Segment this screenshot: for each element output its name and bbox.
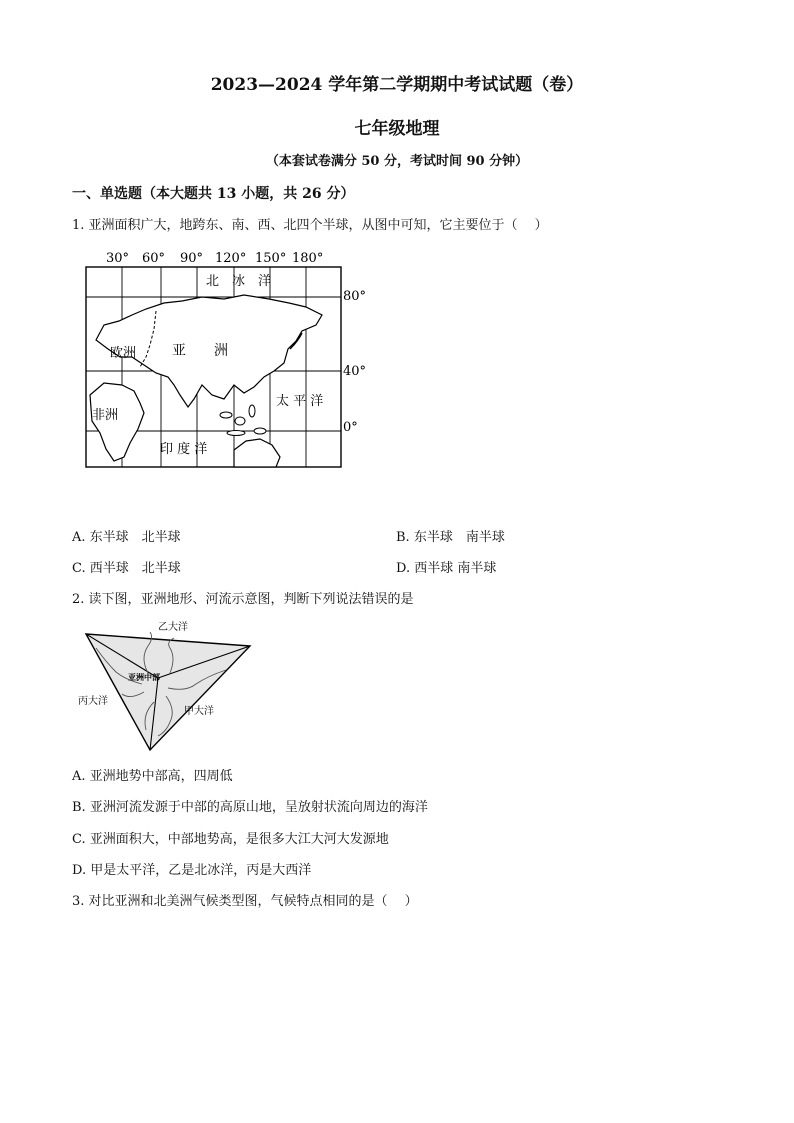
lat-label-40: 40° [343,364,367,379]
lon-label-90: 90° [180,251,204,266]
question-2-stem: 2. 读下图，亚洲地形、河流示意图，判断下列说法错误的是 [72,592,414,607]
q2-option-b: B. 亚洲河流发源于中部的高原山地，呈放射状流向周边的海洋 [72,800,428,815]
lat-label-0: 0° [343,420,358,435]
label-africa: 非洲 [92,408,119,423]
q2-option-c: C. 亚洲面积大，中部地势高，是很多大江大河大发源地 [72,832,389,847]
terrain-triangle [86,634,250,750]
label-ocean-bing: 丙大洋 [78,696,108,707]
lon-label-150: 150° [255,251,287,266]
exam-note: （本套试卷满分 50 分，考试时间 90 分钟） [265,154,529,169]
label-pacific-ocean: 太 平 洋 [276,394,324,409]
lon-label-60: 60° [142,251,166,266]
question-3-stem: 3. 对比亚洲和北美洲气候类型图，气候特点相同的是（ ） [72,894,418,909]
q2-option-d: D. 甲是太平洋，乙是北冰洋，丙是大西洋 [72,863,312,878]
q2-option-a: A. 亚洲地势中部高，四周低 [72,769,233,784]
label-europe: 欧洲 [110,346,137,361]
label-ocean-yi: 乙大洋 [158,622,188,633]
q1-option-b: B. 东半球 南半球 [396,530,505,545]
label-asia: 亚 洲 [172,343,228,359]
q1-option-c: C. 西半球 北半球 [72,561,181,576]
label-asia-center: 亚洲中部 [128,672,160,682]
section-heading: 一、单选题（本大题共 13 小题，共 26 分） [72,186,355,202]
exam-title: 2023—2024 学年第二学期期中考试试题（卷） [210,75,584,95]
label-indian-ocean: 印 度 洋 [160,442,208,457]
question-1-stem: 1. 亚洲面积广大，地跨东、南、西、北四个半球，从图中可知，它主要位于（ ） [72,218,548,233]
label-arctic-ocean: 北 冰 洋 [206,274,272,289]
asia-terrain-river-diagram [78,618,258,753]
exam-subtitle: 七年级地理 [354,119,440,139]
q1-option-a: A. 东半球 北半球 [72,530,181,545]
asia-hemisphere-map [84,245,367,480]
lon-label-120: 120° [215,251,247,266]
lon-label-180: 180° [292,251,324,266]
q1-option-d: D. 西半球 南半球 [396,561,497,576]
lat-label-80: 80° [343,289,367,304]
lon-label-30: 30° [106,251,130,266]
label-ocean-jia: 甲大洋 [184,706,214,717]
